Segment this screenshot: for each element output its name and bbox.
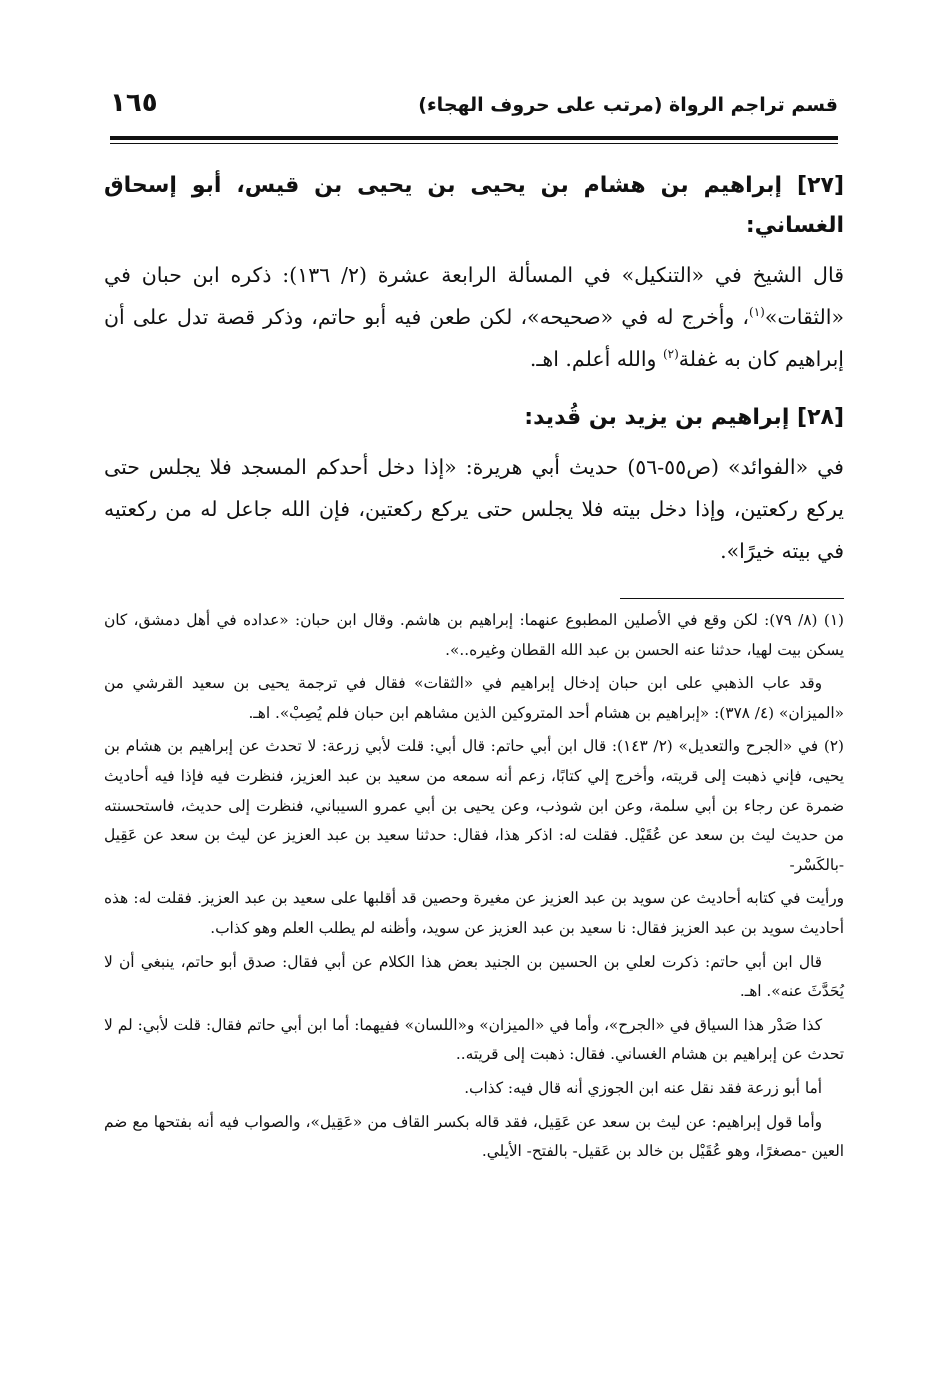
entry-text-27 bbox=[104, 254, 844, 380]
footnote-separator bbox=[620, 598, 844, 599]
footnotes bbox=[104, 606, 844, 1171]
page-number: ١٦٥ bbox=[110, 88, 158, 118]
entry-text-27-part-1: قال الشيخ في «التنكيل» في المسألة الرابعة عشرة (٢/ ١٣٦): ذكره ابن حبان في «الثقات» bbox=[104, 263, 844, 329]
main-text bbox=[104, 166, 844, 590]
footnote-1: (١) (٨/ ٧٩): لكن وقع في الأصلين المطبوع عنهما: إبراهيم بن هاشم. وقال ابن حبان: «عداده في أهل دمشق، كان يسكن بيت لهيا، حدثنا عنه الحسن بن عبد الله القطان وغيره..». bbox=[104, 611, 844, 659]
entry-text-28: في «الفوائد» (ص٥٥-٥٦) حديث أبي هريرة: «إذا دخل أحدكم المسجد فلا يجلس حتى يركع ركعتين، وإذا دخل بيته فلا يجلس حتى يركع ركعتين، فإن الله جاعل له من ركعتيه في بيته خيرًا». bbox=[104, 455, 844, 563]
header-rule-thin bbox=[110, 143, 838, 144]
header-rule-thick bbox=[110, 136, 838, 140]
footnote-2-paragraph: كذا صَدْر هذا السياق في «الجرح»، وأما في «الميزان» و«اللسان» ففيهما: أما ابن أبي حاتم فقال: قلت لأبي: لم لا تحدث عن إبراهيم بن هشام الغساني. فقال: ذهبت إلى قريته.. bbox=[104, 1015, 844, 1064]
footnote-2-paragraph: ورأيت في كتابه أحاديث عن سويد بن عبد العزيز عن مغيرة وحصين قد أقلبها على سعيد بن عبد العزيز. فقلت له: هذه أحاديث سويد بن عبد العزيز فقال: نا سعيد بن عبد العزيز عن سويد، وأظنه لم يطلب العلم وهو كذاب. bbox=[104, 889, 844, 937]
footnote-ref-2[interactable]: (٢) bbox=[662, 347, 679, 362]
entry-text-27-part-3: والله أعلم. اهـ. bbox=[529, 347, 663, 371]
footnote-ref-1[interactable]: (١) bbox=[749, 305, 765, 320]
entry-heading-28: [٢٨] إبراهيم بن يزيد بن قُديد: bbox=[524, 405, 844, 430]
entry-text-27-part-2: ، وأخرج له في «صحيحه»، لكن طعن فيه أبو حاتم، وذكر قصة تدل على أن إبراهيم كان به غفلة bbox=[104, 305, 844, 371]
footnote-1-paragraph: وقد عاب الذهبي على ابن حبان إدخال إبراهيم في «الثقات» فقال في ترجمة يحيى بن سعيد القرشي من «الميزان» (٤/ ٣٧٨): «إبراهيم بن هشام أحد المتروكين الذين مشاهم ابن حبان فلم يُصِبْ». اهـ. bbox=[104, 674, 844, 722]
footnote-2-paragraph: أما أبو زرعة فقد نقل عنه ابن الجوزي أنه قال فيه: كذاب. bbox=[464, 1078, 822, 1097]
entry-heading-27: [٢٧] إبراهيم بن هشام بن يحيى بن يحيى بن قيس، أبو إسحاق الغساني: bbox=[104, 173, 844, 238]
page-header bbox=[110, 88, 838, 130]
running-title: قسم تراجم الرواة (مرتب على حروف الهجاء) bbox=[418, 94, 838, 116]
footnote-2-paragraph: وأما قول إبراهيم: عن ليث بن سعد عن عَقِيل، فقد قاله بكسر القاف من «عَقِيل»، والصواب فيه أنه بفتحها مع ضم العين -مصغرًا، وهو عُقَيْل بن خالد بن عَقيل- بالفتح- الأيلي. bbox=[104, 1112, 844, 1161]
footnote-2: (٢) في «الجرح والتعديل» (٢/ ١٤٣): قال ابن أبي حاتم: قال أبي: قلت لأبي زرعة: لا تحدث عن إبراهيم بن هشام بن يحيى، فإني ذهبت إلى قريته، وأخرج إلي كتابًا، زعم أنه سمعه من سعيد بن عبد العزيز، فنظرت فيه فإذا فيه أحاديث ضمرة عن رجاء بن أبي سلمة، وعن ابن شوذب، وعن يحيى بن أبي عمرو السيباني، فنظرت إلى حديث، فاستحسنته من حديث ليث بن سعد عن عُقَيْل. فقلت له: اذكر هذا، فقال: حدثنا سعيد بن عبد العزيز عن ليث بن سعد عن عَقِيل -بالكَسْر- bbox=[104, 737, 844, 874]
footnote-2-paragraph: قال ابن أبي حاتم: ذكرت لعلي بن الحسين بن الجنيد بعض هذا الكلام عن أبي فقال: صدق أبو حاتم، ينبغي أن لا يُحَدَّثَ عنه». اهـ. bbox=[104, 952, 844, 1001]
